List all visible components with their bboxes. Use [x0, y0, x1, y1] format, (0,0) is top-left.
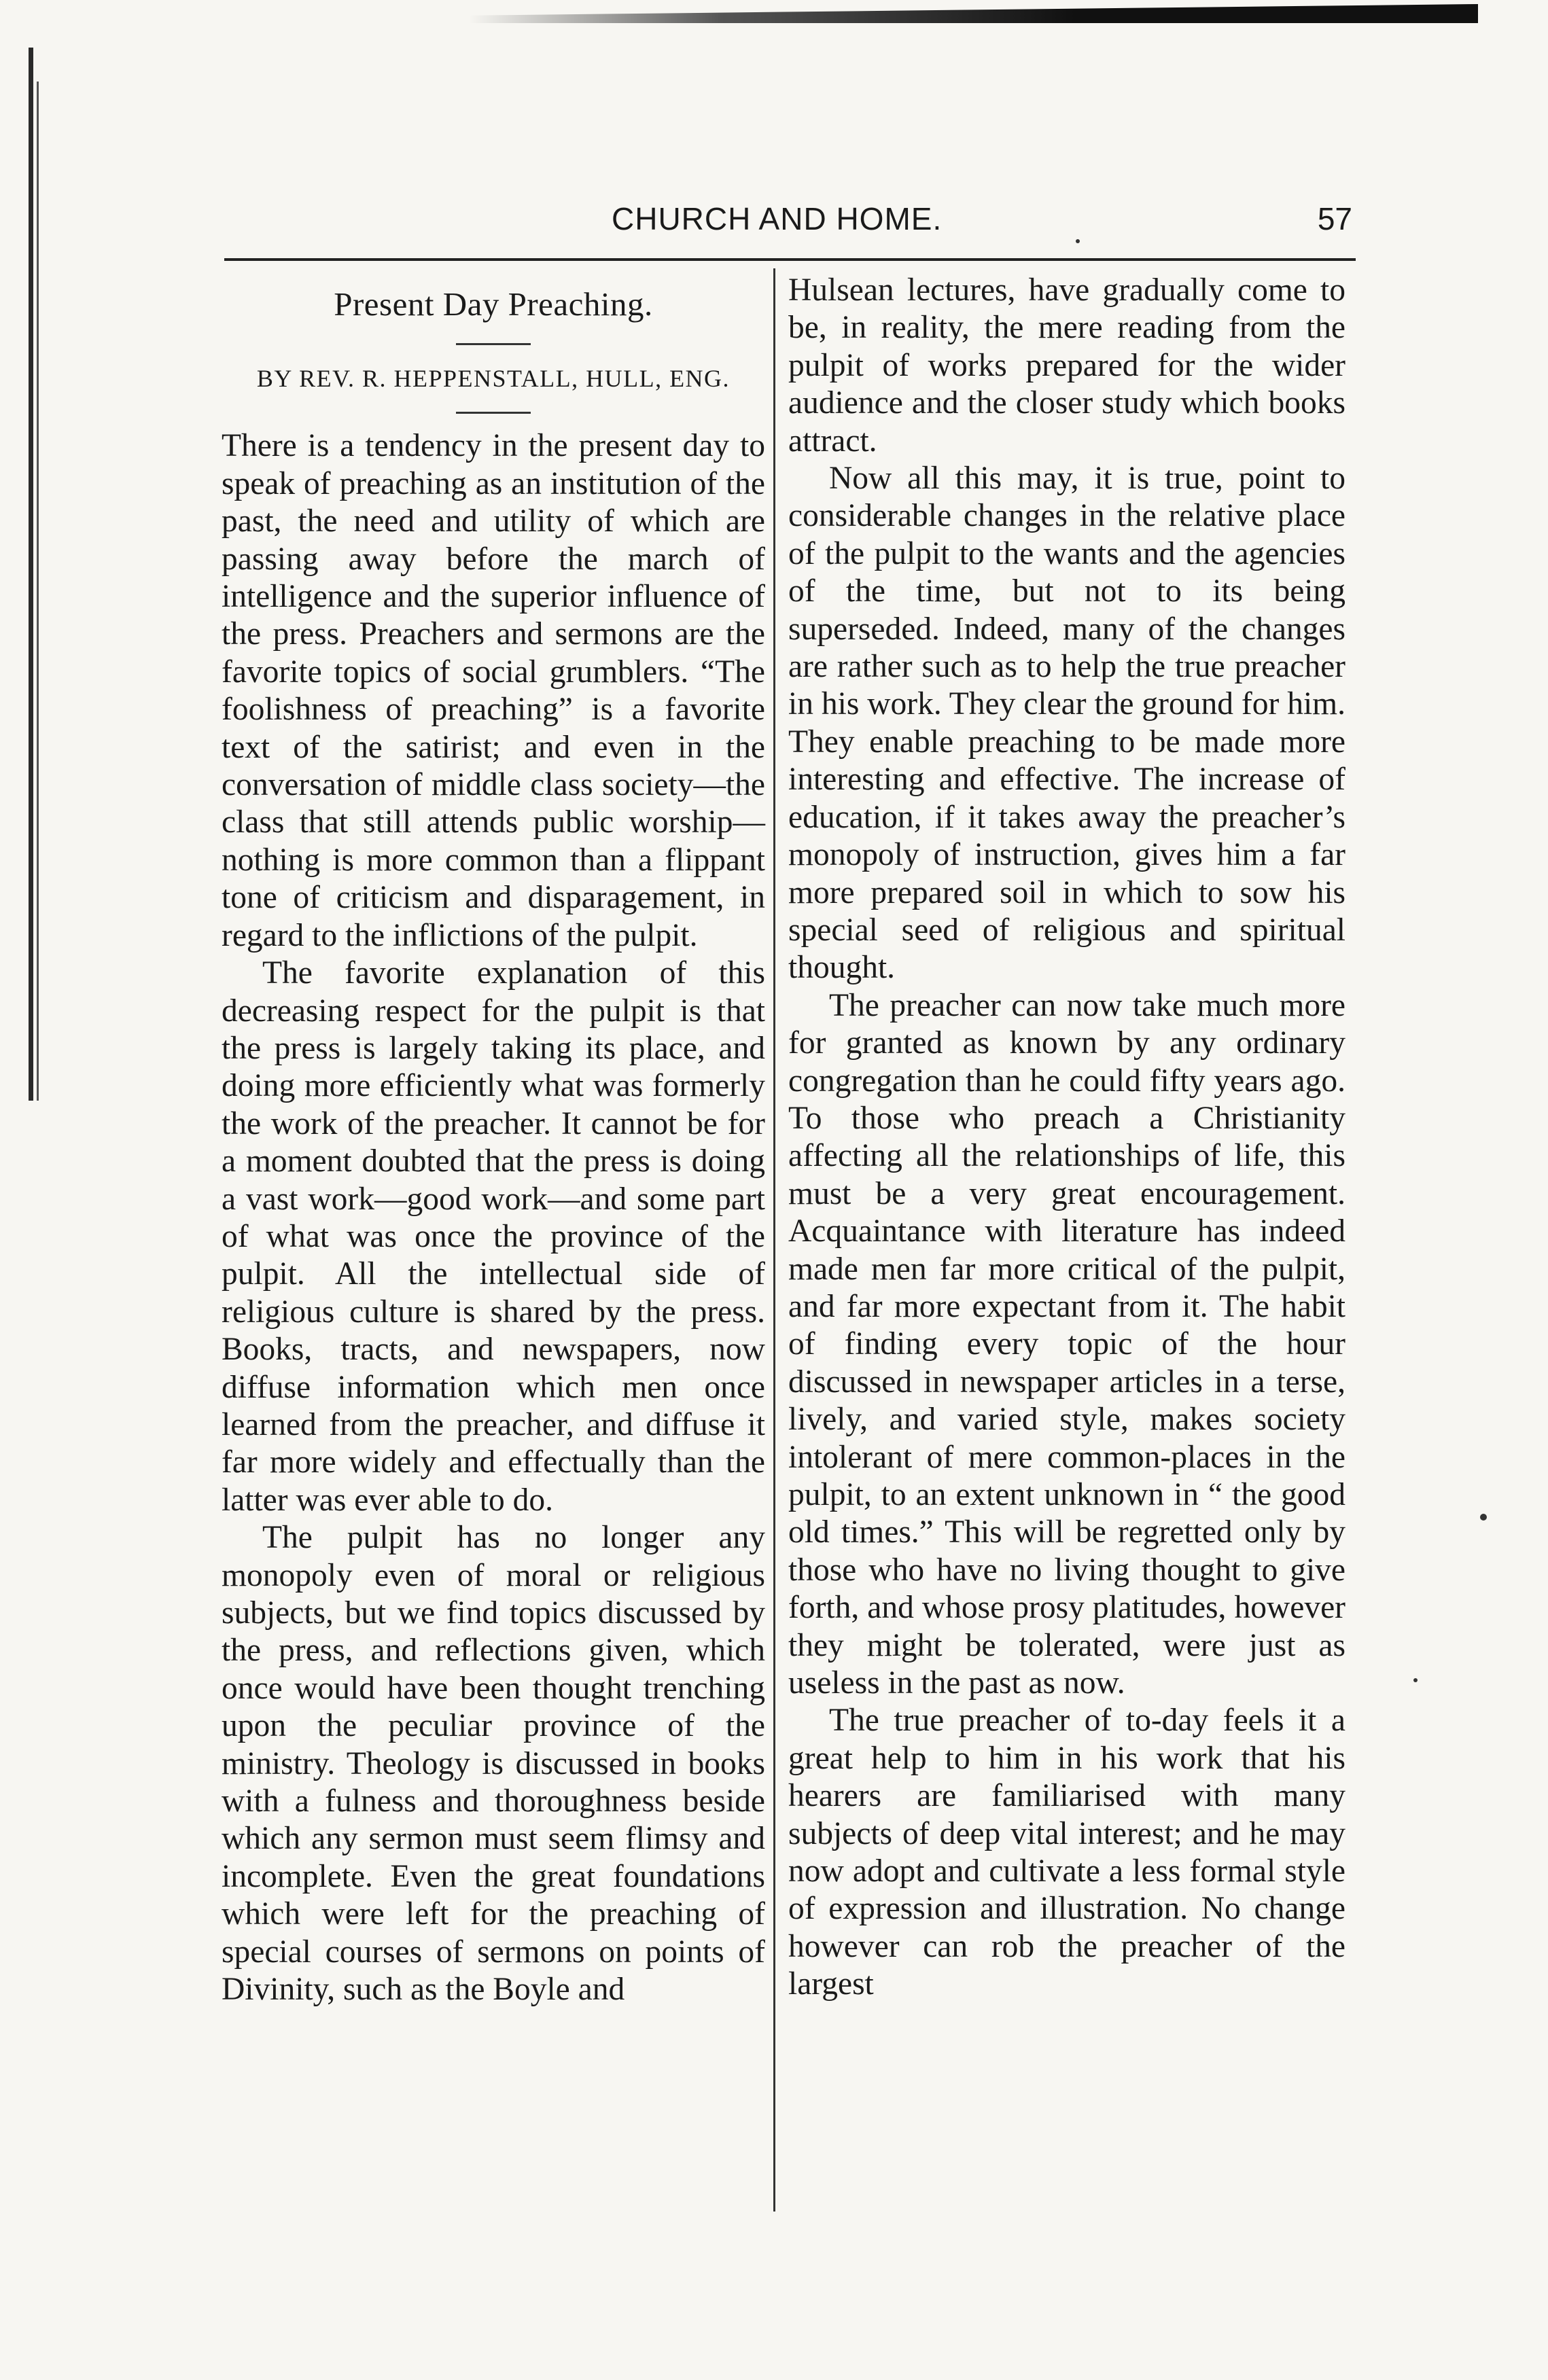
binding-edge-bar: [29, 48, 33, 1101]
running-head: [224, 200, 1352, 248]
byline-divider: [456, 412, 531, 414]
print-speck: [1076, 239, 1080, 243]
paragraph: Now all this may, it is true, point to considerable changes in the relative place of the pulpit to the wants and the agencies of the time, but not to its being superseded. Indeed, many of the changes are rather such as to help the true preacher in his work. They clear the ground for him. They enable preaching to be made more interesting and effective. The increase of education, if it takes away the preacher’s monopoly of instruction, gives him a far more prepared soil in which to sow his special seed of religious and spiritual thought.: [788, 461, 1345, 986]
title-divider: [456, 343, 531, 345]
left-column: [222, 272, 765, 2008]
page-number: 57: [1317, 201, 1352, 236]
print-speck: [1480, 1514, 1487, 1521]
header-rule: [224, 258, 1356, 261]
top-edge-rule: [469, 4, 1478, 23]
print-speck: [1413, 1678, 1418, 1682]
paragraph: The true preacher of to-day feels it a great help to him in his work that his hearers are familiarised with many subjects of deep vital interest; and he may now adopt and cultivate a less formal style of expression and illustration. No change however can rob the preacher of the largest: [788, 1703, 1345, 2002]
paragraph: The pulpit has no longer any monopoly even of moral or religious subjects, but we find topics discussed by the press, and reflections given, which once would have been thought trenching upon the peculiar province of the ministry. Theology is discussed in books with a fulness and thoroughness beside which any sermon must seem flimsy and incomplete. Even the great foundations which were left for the preaching of special courses of sermons on points of Divinity, such as the Boyle and: [222, 1520, 765, 2008]
paragraph: Hulsean lectures, have gradually come to be, in reality, the mere reading from the pulpit of works prepared for the wider audience and the closer study which books attract.: [788, 272, 1345, 459]
paragraph: The favorite explanation of this decreasing respect for the pulpit is that the press is largely taking its place, and doing more efficiently what was formerly the work of the preacher. It cannot be for a moment doubted that the press is doing a vast work—good work—and some part of what was once the province of the pulpit. All the intellectual side of religious culture is shared by the press. Books, tracts, and newspapers, now diffuse information which men once learned from the preacher, and diffuse it far more widely and effectually than the latter was ever able to do.: [222, 955, 765, 1518]
column-divider: [773, 268, 775, 2212]
running-head-title: CHURCH AND HOME.: [612, 201, 943, 236]
paragraph: There is a tendency in the present day to speak of preaching as an institution of the past, the need and utility of which are passing away before the march of intelligence and the superior influence of the press. Preachers and sermons are the favorite topics of social grumblers. “The foolishness of preaching” is a favorite text of the satirist; and even in the conversation of middle class society—the class that still attends public worship—nothing is more common than a flippant tone of criticism and disparagement, in regard to the inflictions of the pulpit.: [222, 428, 765, 953]
right-column: [788, 272, 1345, 2004]
binding-edge-bar-inner: [37, 82, 39, 1101]
paragraph: The preacher can now take much more for granted as known by any ordinary congregation than he could fifty years ago. To those who preach a Christianity affecting all the relationships of life, this must be a very great encouragement. Acquaintance with literature has indeed made men far more critical of the pulpit, and far more expectant from it. The habit of finding every topic of the hour discussed in newspaper articles in a terse, lively, and varied style, makes society intolerant of mere common-places in the pulpit, to an extent unknown in “ the good old times.” This will be regretted only by those who have no living thought to give forth, and whose prosy platitudes, however they might be tolerated, were just as useless in the past as now.: [788, 987, 1345, 1701]
article-byline: BY REV. R. HEPPENSTALL, HULL, ENG.: [256, 365, 731, 393]
article-title: Present Day Preaching.: [334, 285, 653, 323]
